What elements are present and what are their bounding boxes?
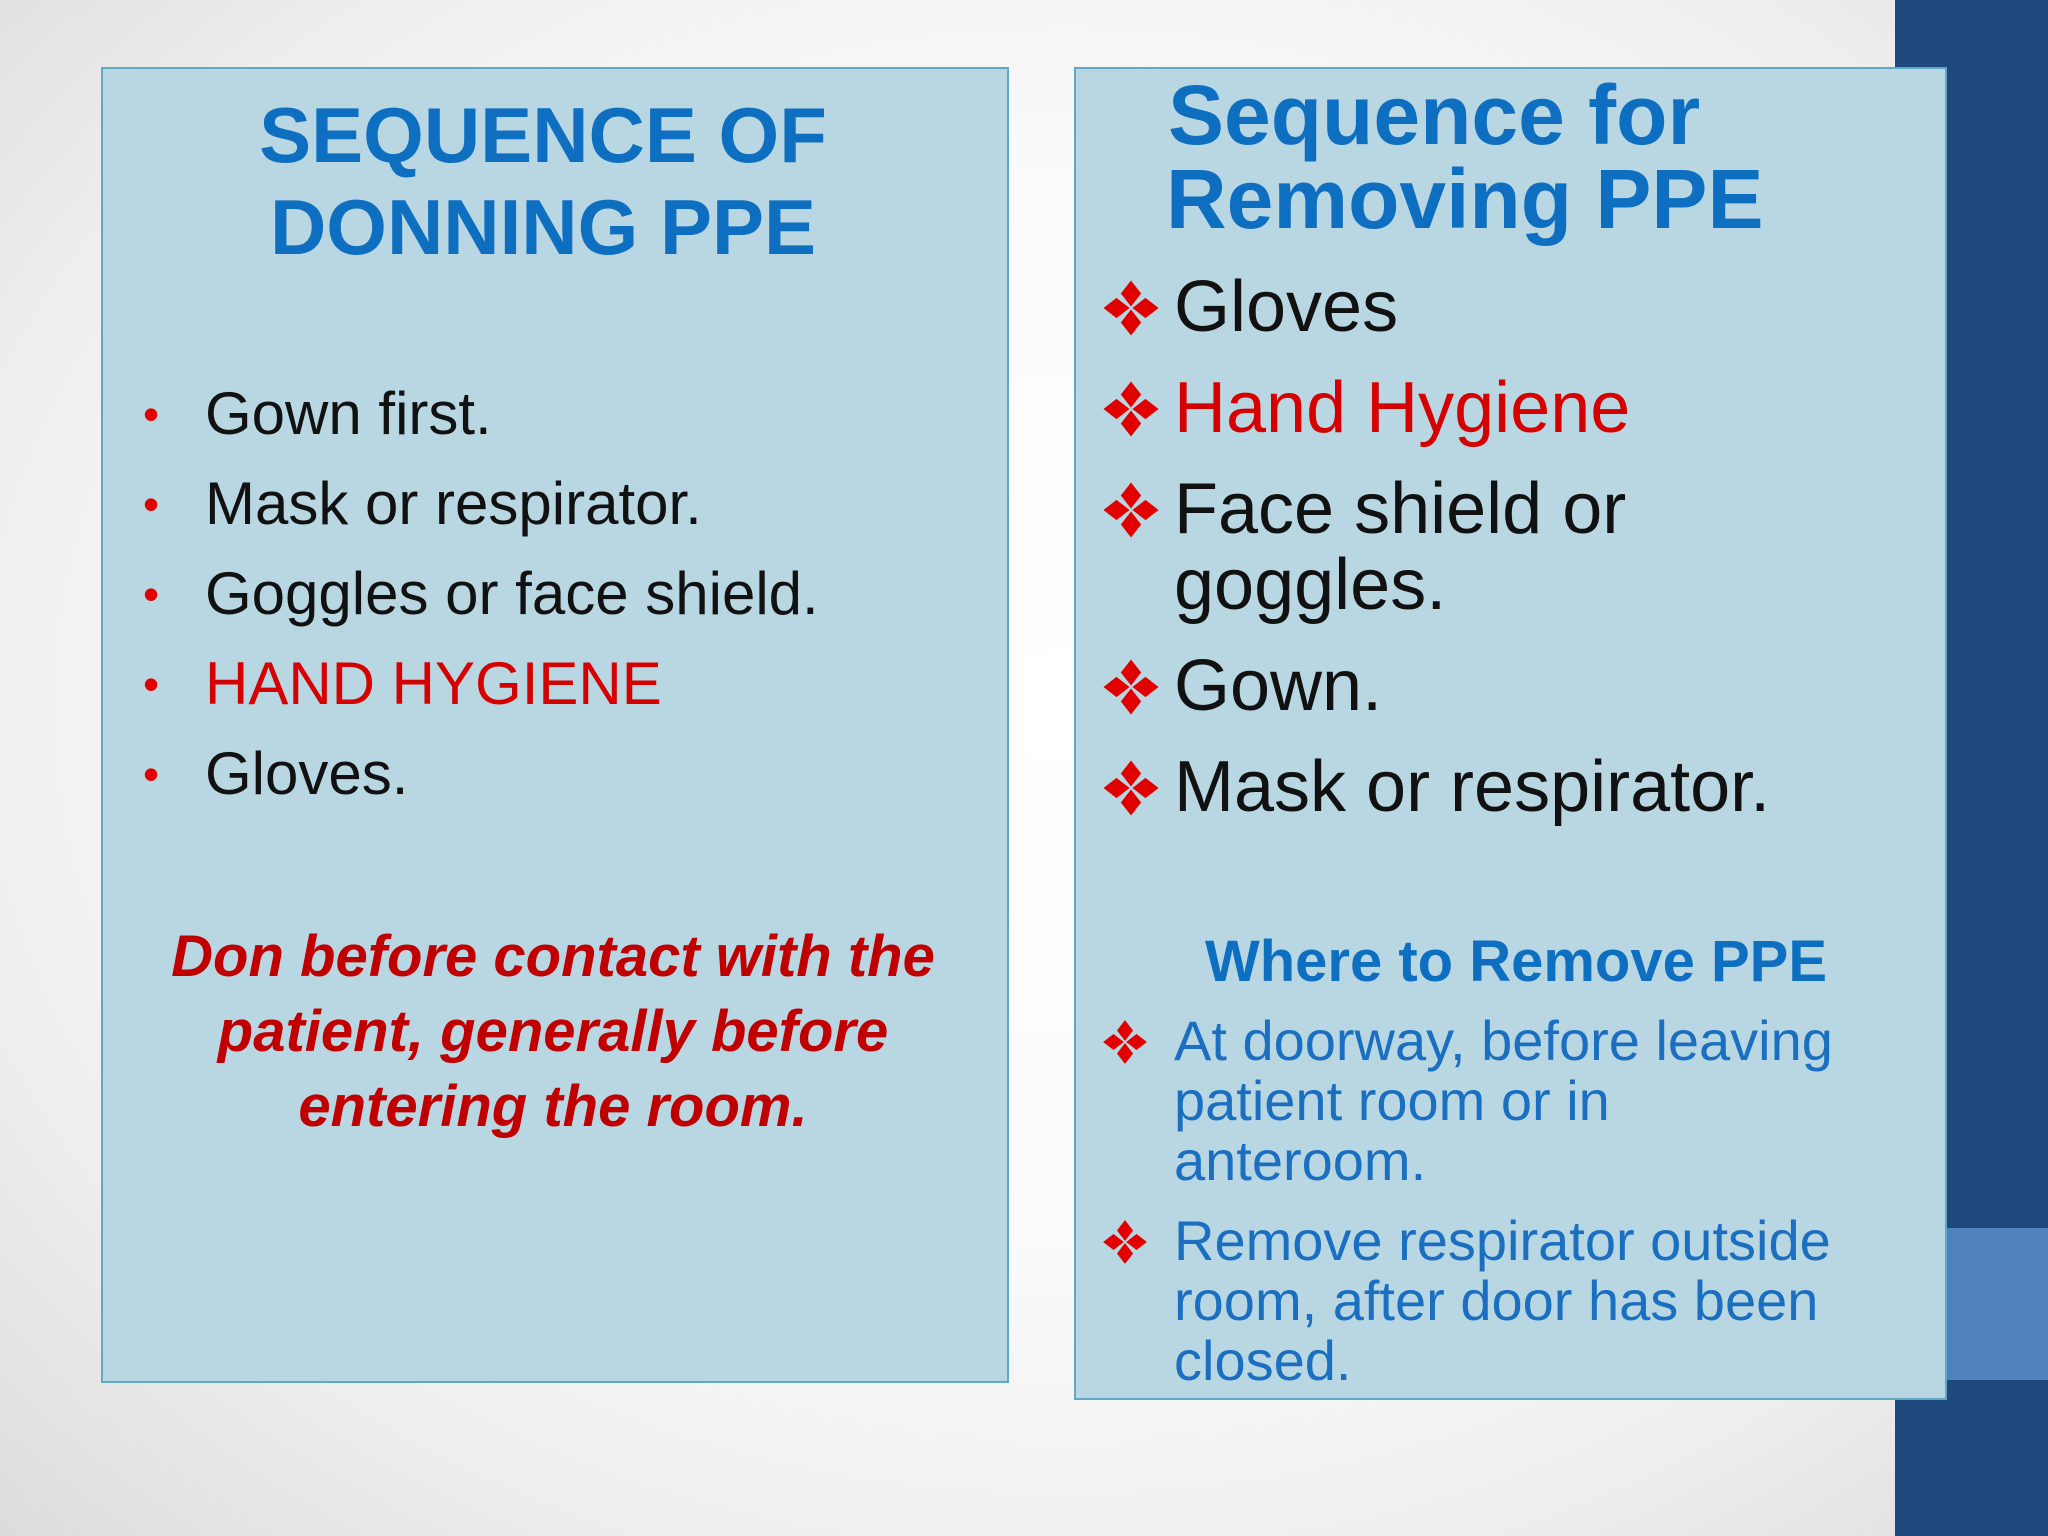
sidebar-decoration-accent [1946, 1228, 2048, 1380]
bullet-dot-icon: • [143, 388, 160, 440]
donning-note-line: Don before contact with the [171, 924, 935, 989]
four-diamond-icon [1102, 1219, 1148, 1265]
removing-list [1102, 269, 1932, 850]
donning-note [113, 919, 993, 1144]
where-item [1102, 1011, 1932, 1191]
four-diamond-icon [1102, 380, 1160, 438]
where-item-text: anteroom. [1174, 1129, 1427, 1192]
where-to-remove-heading: Where to Remove PPE [1204, 929, 1828, 994]
where-item [1102, 1211, 1932, 1391]
removing-item [1102, 269, 1932, 345]
donning-item [143, 549, 819, 639]
where-item-text: patient room or in [1174, 1069, 1610, 1132]
removing-item-text: goggles. [1174, 545, 1447, 625]
removing-item-text: Gloves [1174, 267, 1399, 347]
where-item-text: At doorway, before leaving [1174, 1009, 1833, 1072]
removing-item-text: Hand Hygiene [1174, 368, 1631, 448]
donning-item [143, 729, 819, 819]
donning-panel [101, 67, 1009, 1383]
donning-title-line: SEQUENCE OF [259, 91, 827, 179]
removing-item-text: Face shield or [1174, 469, 1627, 549]
bullet-dot-icon: • [143, 568, 160, 620]
donning-item-text: Goggles or face shield. [205, 560, 819, 627]
removing-item [1102, 749, 1932, 825]
where-item-text: Remove respirator outside [1174, 1209, 1831, 1272]
four-diamond-icon [1102, 1019, 1148, 1065]
where-list [1102, 1011, 1932, 1411]
bullet-dot-icon: • [143, 658, 160, 710]
four-diamond-icon [1102, 759, 1160, 817]
donning-note-line: patient, generally before [217, 999, 889, 1064]
removing-item [1102, 648, 1932, 724]
removing-item-highlight [1102, 370, 1932, 446]
removing-title [1166, 68, 1886, 246]
removing-title-line: Removing PPE [1166, 152, 1764, 246]
four-diamond-icon [1102, 481, 1160, 539]
bullet-dot-icon: • [143, 478, 160, 530]
bullet-dot-icon: • [143, 748, 160, 800]
where-item-text: closed. [1174, 1329, 1352, 1392]
removing-item-text: Gown. [1174, 646, 1383, 726]
removing-title-line: Sequence for [1168, 68, 1701, 162]
donning-item-text: HAND HYGIENE [205, 650, 662, 717]
donning-item-text: Gloves. [205, 740, 409, 807]
donning-item-highlight [143, 639, 819, 729]
removing-item-text: Mask or respirator. [1174, 747, 1771, 827]
donning-note-line: entering the room. [298, 1074, 808, 1139]
removing-panel [1074, 67, 1947, 1400]
donning-item-text: Gown first. [205, 380, 492, 447]
donning-item-text: Mask or respirator. [205, 470, 702, 537]
donning-item [143, 459, 819, 549]
donning-title [103, 89, 983, 273]
four-diamond-icon [1102, 658, 1160, 716]
four-diamond-icon [1102, 279, 1160, 337]
removing-item [1102, 471, 1932, 623]
donning-list [143, 369, 819, 819]
donning-item [143, 369, 819, 459]
where-item-text: room, after door has been [1174, 1269, 1819, 1332]
donning-title-line: DONNING PPE [269, 183, 817, 271]
